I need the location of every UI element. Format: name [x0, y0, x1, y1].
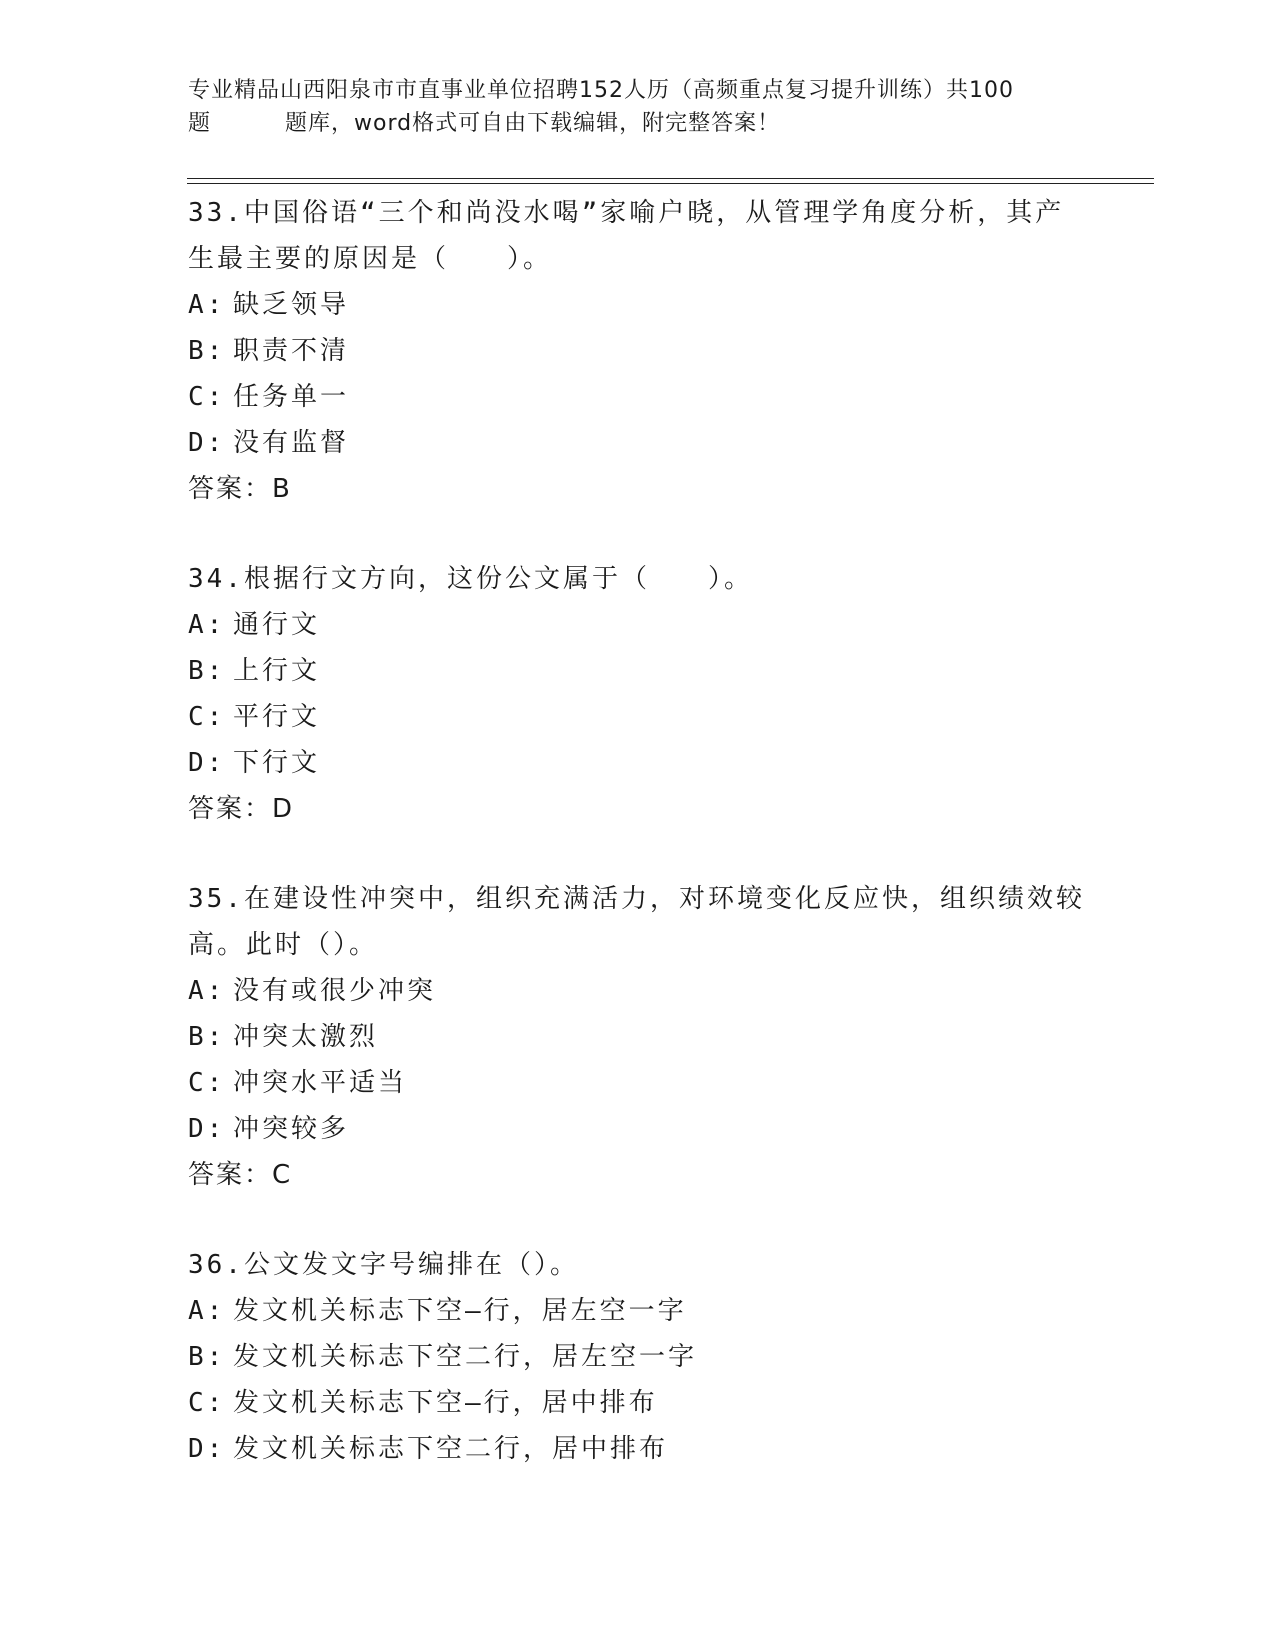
- option-text: 冲突太激烈: [233, 1022, 379, 1052]
- answer-line: 答案：D: [188, 794, 295, 824]
- question-list: [188, 190, 1088, 1516]
- option-c: [188, 694, 1088, 740]
- option-key: D:: [188, 748, 226, 778]
- option-key: C:: [188, 702, 226, 732]
- option-b: [188, 1014, 1088, 1060]
- option-text: 任务单一: [233, 382, 350, 412]
- header-line-1: [188, 74, 1088, 107]
- option-key: D:: [188, 1434, 226, 1464]
- header-line-1-text: 专业精品山西阳泉市市直事业单位招聘152人历（高频重点复习提升训练）共100: [188, 78, 1014, 103]
- option-key: A:: [188, 290, 226, 320]
- question-34: [188, 556, 1088, 832]
- option-d: [188, 1426, 1088, 1472]
- option-text: 职责不清: [233, 336, 350, 366]
- option-c: [188, 1060, 1088, 1106]
- option-key: D:: [188, 428, 226, 458]
- option-a: [188, 602, 1088, 648]
- option-key: B:: [188, 1342, 226, 1372]
- option-text: 缺乏领导: [233, 290, 350, 320]
- answer-line: 答案：C: [188, 1160, 293, 1190]
- option-d: [188, 1106, 1088, 1152]
- header-line-2-text: 题库，word格式可自由下载编辑，附完整答案！: [285, 111, 781, 136]
- question-stem-line: 高。此时（）。: [188, 930, 379, 960]
- option-a: [188, 1288, 1088, 1334]
- option-key: C:: [188, 382, 226, 412]
- option-text: 发文机关标志下空二行，居中排布: [233, 1434, 669, 1464]
- option-key: B:: [188, 1022, 226, 1052]
- option-a: [188, 282, 1088, 328]
- option-text: 上行文: [233, 656, 321, 686]
- option-key: A:: [188, 976, 226, 1006]
- option-b: [188, 328, 1088, 374]
- question-stem-line: 生最主要的原因是（ ）。: [188, 244, 553, 274]
- question-stem-line: 33.中国俗语“三个和尚没水喝”家喻户晓，从管理学角度分析，其产: [188, 198, 1065, 228]
- header-divider-bottom: [187, 183, 1154, 184]
- option-a: [188, 968, 1088, 1014]
- option-key: A:: [188, 1296, 226, 1326]
- option-text: 通行文: [233, 610, 321, 640]
- option-text: 没有或很少冲突: [233, 976, 437, 1006]
- question-stem-line: 34.根据行文方向，这份公文属于（ ）。: [188, 564, 753, 594]
- option-key: C:: [188, 1388, 226, 1418]
- header-line-2: [188, 107, 1088, 140]
- option-b: [188, 1334, 1088, 1380]
- option-text: 发文机关标志下空二行，居左空一字: [233, 1342, 698, 1372]
- option-key: B:: [188, 656, 226, 686]
- option-d: [188, 740, 1088, 786]
- option-text: 发文机关标志下空—行，居中排布: [233, 1388, 658, 1418]
- header-divider-top: [187, 178, 1154, 179]
- option-text: 冲突水平适当: [233, 1068, 408, 1098]
- question-stem-line: 35.在建设性冲突中，组织充满活力，对环境变化反应快，组织绩效较: [188, 884, 1085, 914]
- option-c: [188, 374, 1088, 420]
- option-d: [188, 420, 1088, 466]
- option-key: A:: [188, 610, 226, 640]
- document-header: [188, 74, 1088, 140]
- option-text: 冲突较多: [233, 1114, 350, 1144]
- option-text: 没有监督: [233, 428, 350, 458]
- option-text: 下行文: [233, 748, 321, 778]
- question-stem-line: 36.公文发文字号编排在（）。: [188, 1250, 579, 1280]
- option-key: B:: [188, 336, 226, 366]
- option-text: 平行文: [233, 702, 321, 732]
- header-line-2-prefix: 题: [188, 111, 212, 136]
- option-key: D:: [188, 1114, 226, 1144]
- option-c: [188, 1380, 1088, 1426]
- option-text: 发文机关标志下空—行，居左空一字: [233, 1296, 687, 1326]
- answer-line: 答案：B: [188, 474, 292, 504]
- question-36: [188, 1242, 1088, 1472]
- question-33: [188, 190, 1088, 512]
- option-b: [188, 648, 1088, 694]
- option-key: C:: [188, 1068, 226, 1098]
- question-35: [188, 876, 1088, 1198]
